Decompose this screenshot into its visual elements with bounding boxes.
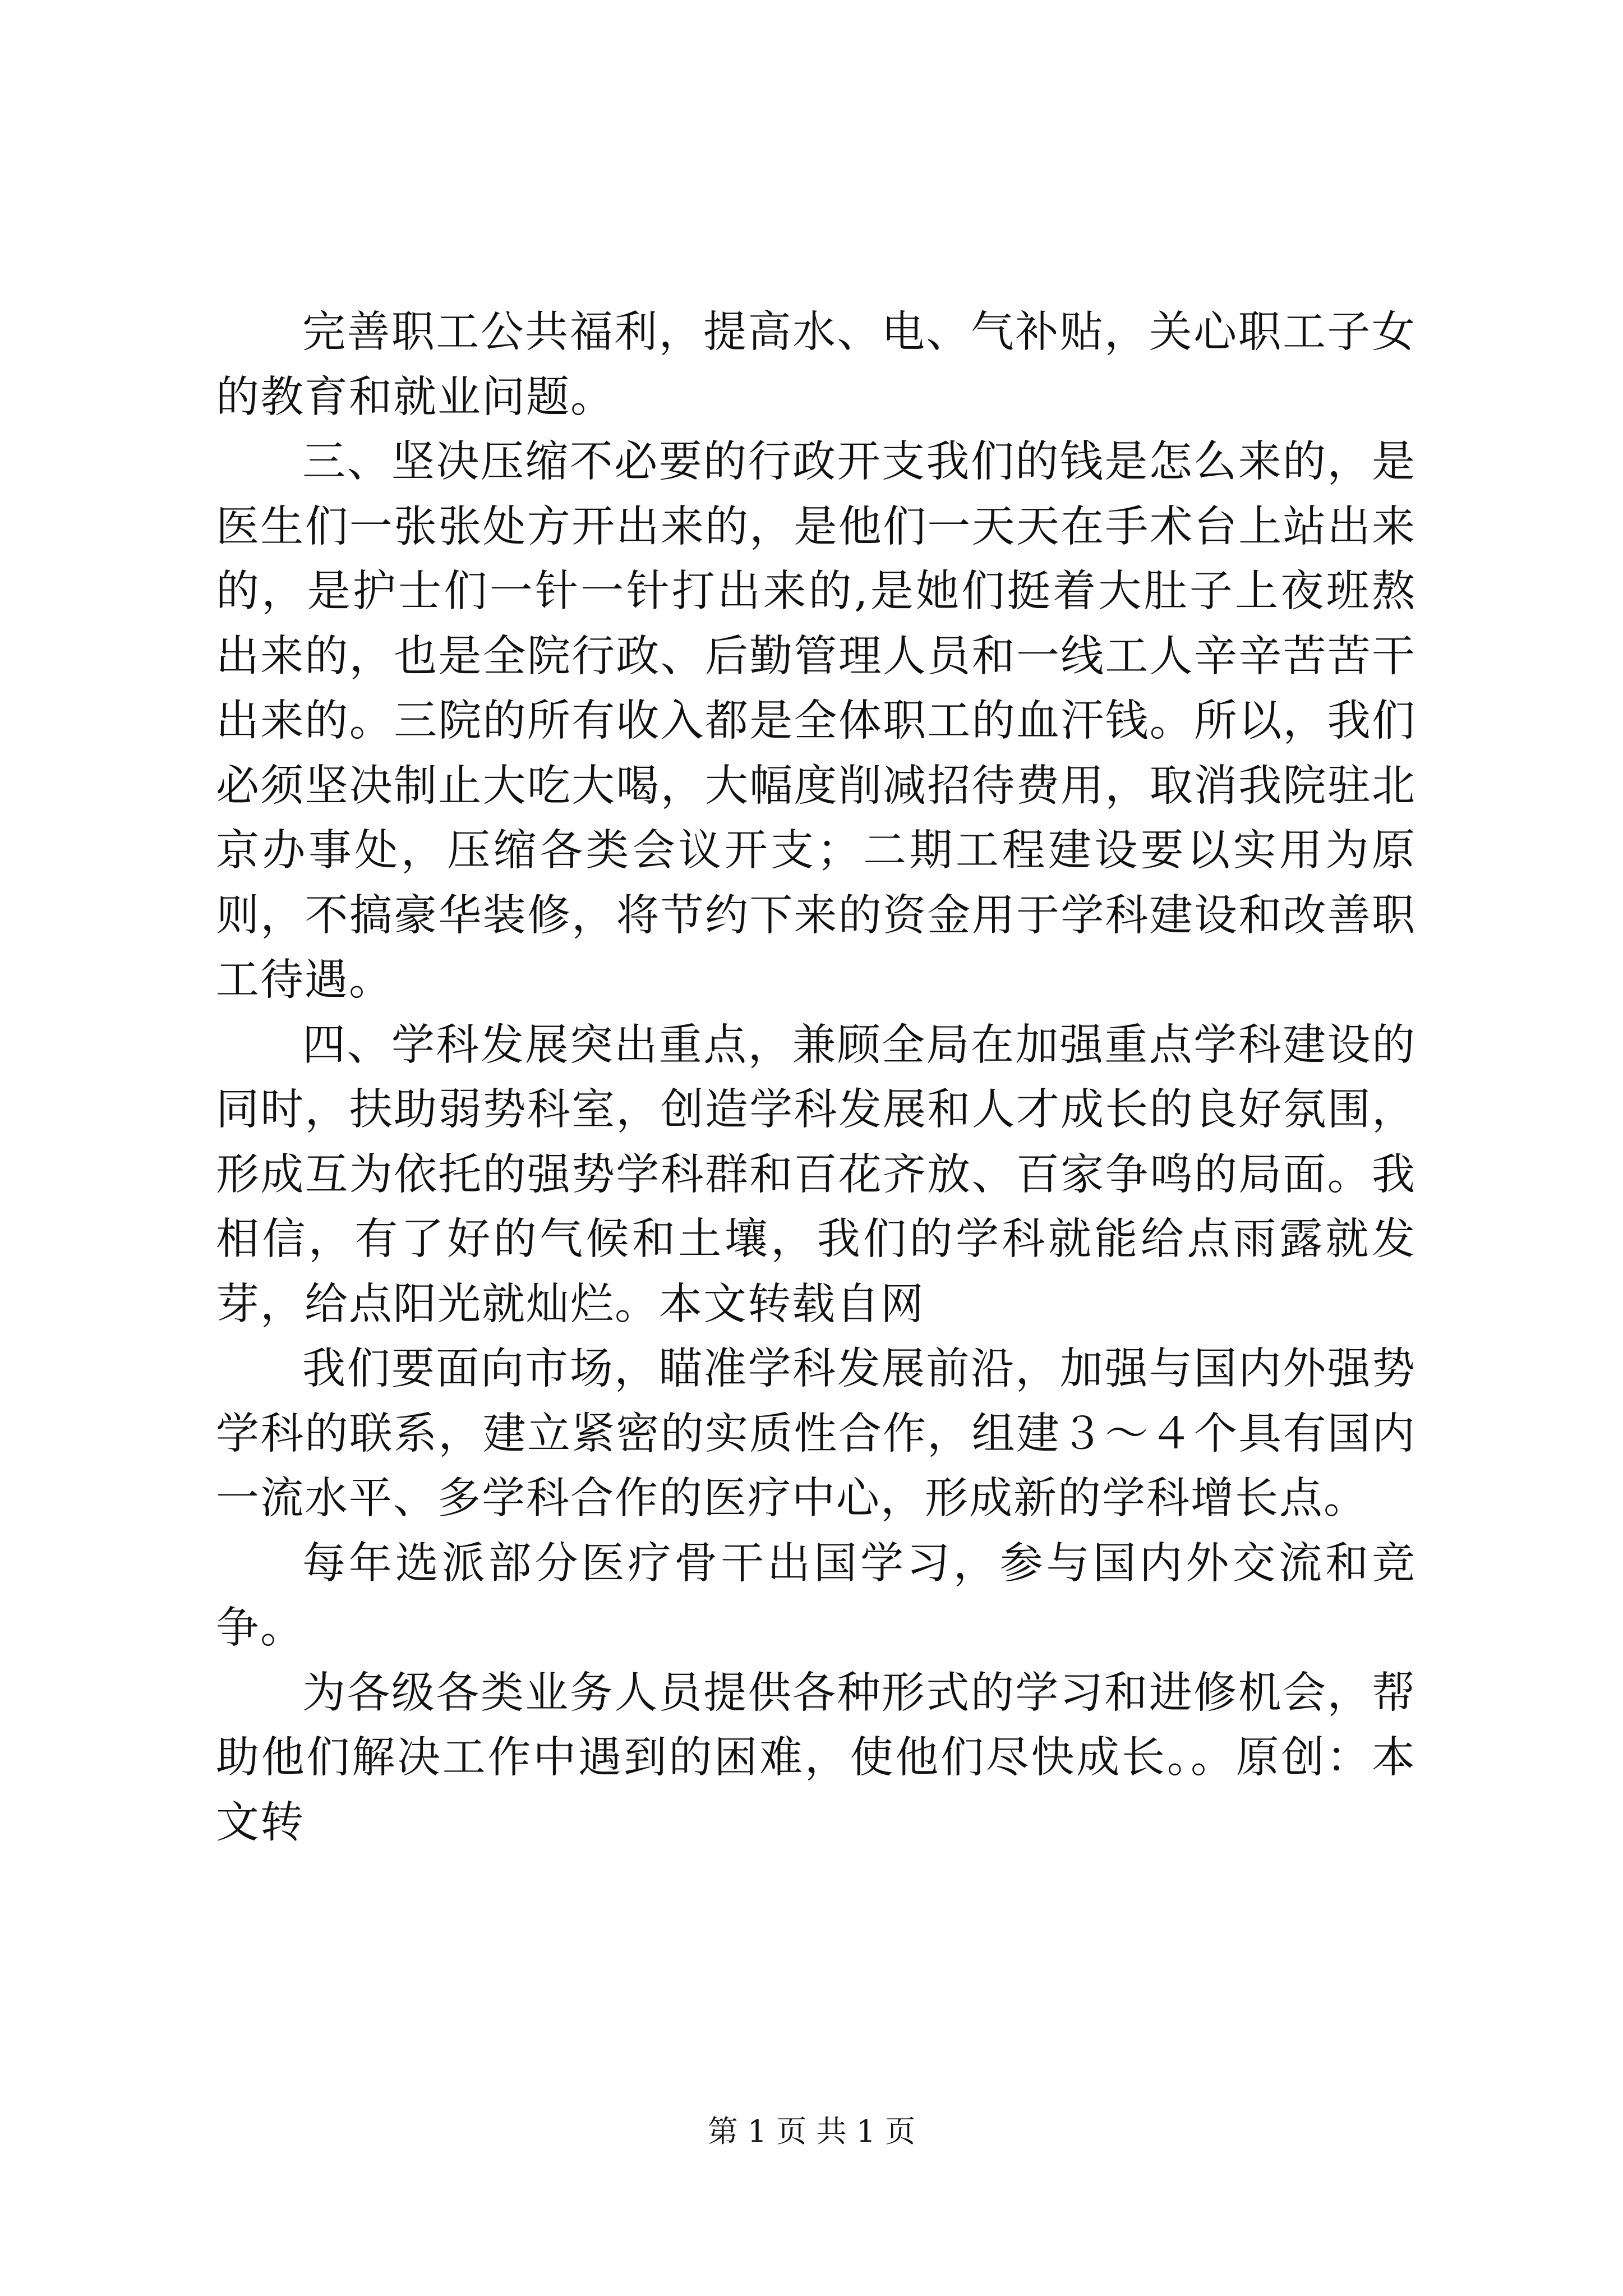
paragraph-welfare: 完善职工公共福利，提高水、电、气补贴，关心职工子女的教育和就业问题。 bbox=[216, 307, 1416, 422]
page-footer: 第 1 页 共 1 页 bbox=[707, 2114, 916, 2149]
paragraph-administrative-expenses: 三、坚决压缩不必要的行政开支我们的钱是怎么来的，是医生们一张张处方开出来的，是他们一天天在手术台上站出来的，是护士们一针一针打出来的,是她们挺着大肚子上夜班熬出来的，也是全院行政、后勤管理人员和一线工人辛辛苦苦干出来的。三院的所有收入都是全体职工的血汗钱。所以，我们必须坚决制止大吃大喝，大幅度削减招待费用，取消我院驻北京办事处，压缩各类会议开支；二期工程建设要以实用为原则，不搞豪华装修，将节约下来的资金用于学科建设和改善职工待遇。 bbox=[216, 437, 1416, 1005]
paragraph-market-cooperation: 我们要面向市场，瞄准学科发展前沿，加强与国内外强势学科的联系，建立紧密的实质性合作，组建３～４个具有国内一流水平、多学科合作的医疗中心，形成新的学科增长点。 bbox=[216, 1344, 1416, 1524]
paragraph-training-opportunities: 为各级各类业务人员提供各种形式的学习和进修机会，帮助他们解决工作中遇到的困难，使他们尽快成长。。原创：本文转 bbox=[216, 1668, 1416, 1848]
document-body bbox=[216, 300, 1416, 1855]
paragraph-discipline-development: 四、学科发展突出重点，兼顾全局在加强重点学科建设的同时，扶助弱势科室，创造学科发展和人才成长的良好氛围，形成互为依托的强势学科群和百花齐放、百家争鸣的局面。我相信，有了好的气候和土壤，我们的学科就能给点雨露就发芽，给点阳光就灿烂。本文转载自网 bbox=[216, 1020, 1416, 1329]
paragraph-overseas-study: 每年选派部分医疗骨干出国学习，参与国内外交流和竞争。 bbox=[216, 1538, 1416, 1653]
